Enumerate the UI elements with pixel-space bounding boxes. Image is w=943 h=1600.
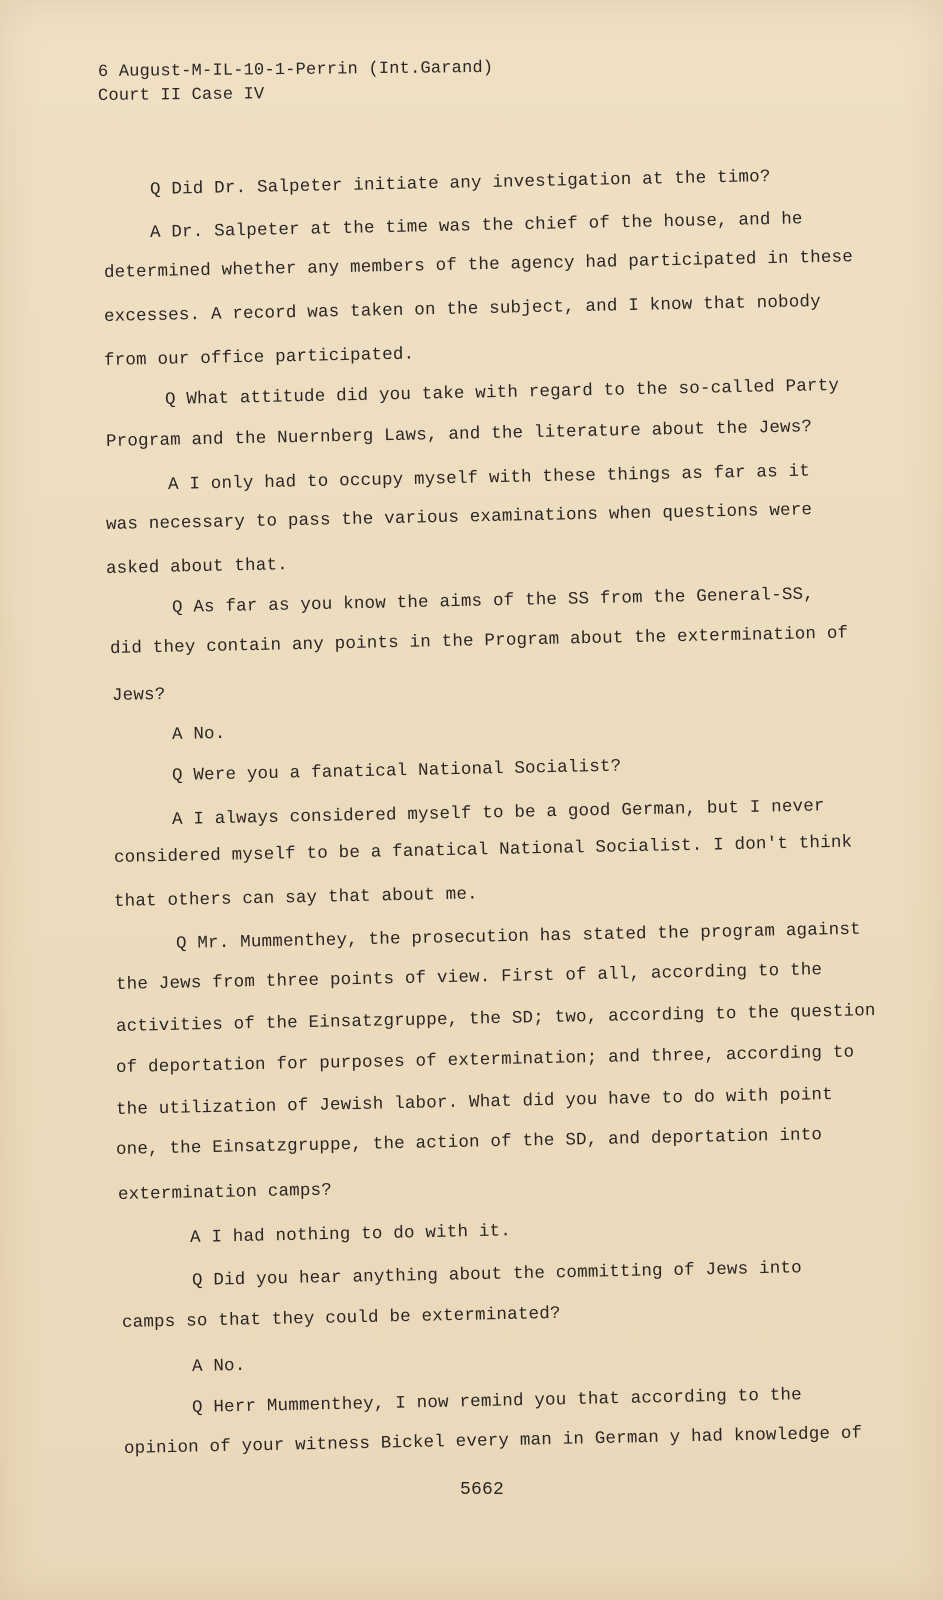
text-line: A Dr. Salpeter at the time was the chief of the house, and he xyxy=(149,209,803,243)
text-line: Q Were you a fanatical National Socialist? xyxy=(171,756,622,786)
header-line-2: Court II Case IV xyxy=(97,85,265,106)
text-line: Q Did you hear anything about the committing of Jews into xyxy=(191,1258,803,1291)
text-line: was necessary to pass the various examinations when questions were xyxy=(105,500,813,535)
text-line: the Jews from three points of view. First of all, according to the xyxy=(115,960,823,995)
text-line: asked about that. xyxy=(105,555,289,579)
text-line: opinion of your witness Bickel every man in German y had knowledge of xyxy=(123,1423,863,1459)
text-line: Q Did Dr. Salpeter initiate any investigation at the timo? xyxy=(149,167,771,200)
text-line: that others can say that about me. xyxy=(113,884,478,912)
text-line: Jews? xyxy=(111,684,166,706)
text-line: activities of the Einsatzgruppe, the SD; two, according to the question xyxy=(115,1001,876,1037)
text-line: did they contain any points in the Program about the extermination of xyxy=(109,623,849,659)
text-line: determined whether any members of the agency had participated in these xyxy=(103,247,854,283)
text-line: Program and the Nuernberg Laws, and the literature about the Jews? xyxy=(105,417,813,452)
text-line: the utilization of Jewish labor. What did you have to do with point xyxy=(115,1084,834,1120)
text-line: A I had nothing to do with it. xyxy=(189,1221,512,1248)
text-line: from our office participated. xyxy=(103,344,415,371)
text-line: considered myself to be a fanatical National Socialist. I don't think xyxy=(113,832,853,868)
text-line: Q Herr Mummenthey, I now remind you that according to the xyxy=(191,1385,803,1418)
text-line: excesses. A record was taken on the subject, and I know that nobody xyxy=(103,291,822,327)
text-line: A I only had to occupy myself with these things as far as it xyxy=(167,461,811,495)
text-line: Q What attitude did you take with regard to the so-called Party xyxy=(164,375,840,410)
text-line: camps so that they could be exterminated? xyxy=(121,1303,561,1333)
page-number: 5662 xyxy=(460,1480,505,1500)
text-line: of deportation for purposes of extermination; and three, according to xyxy=(115,1042,855,1078)
text-line: A I always considered myself to be a good German, but I never xyxy=(171,796,825,830)
text-line: one, the Einsatzgruppe, the action of the SD, and deportation into xyxy=(115,1125,823,1160)
text-line: A No. xyxy=(171,723,226,745)
text-line: Q As far as you know the aims of the SS from the General-SS, xyxy=(171,584,815,618)
text-line: Q Mr. Mummenthey, the prosecution has stated the program against xyxy=(175,919,861,954)
text-line: A No. xyxy=(191,1355,246,1377)
header-line-1: 6 August-M-IL-10-1-Perrin (Int.Garand) xyxy=(97,58,494,82)
text-line: extermination camps? xyxy=(117,1180,333,1205)
